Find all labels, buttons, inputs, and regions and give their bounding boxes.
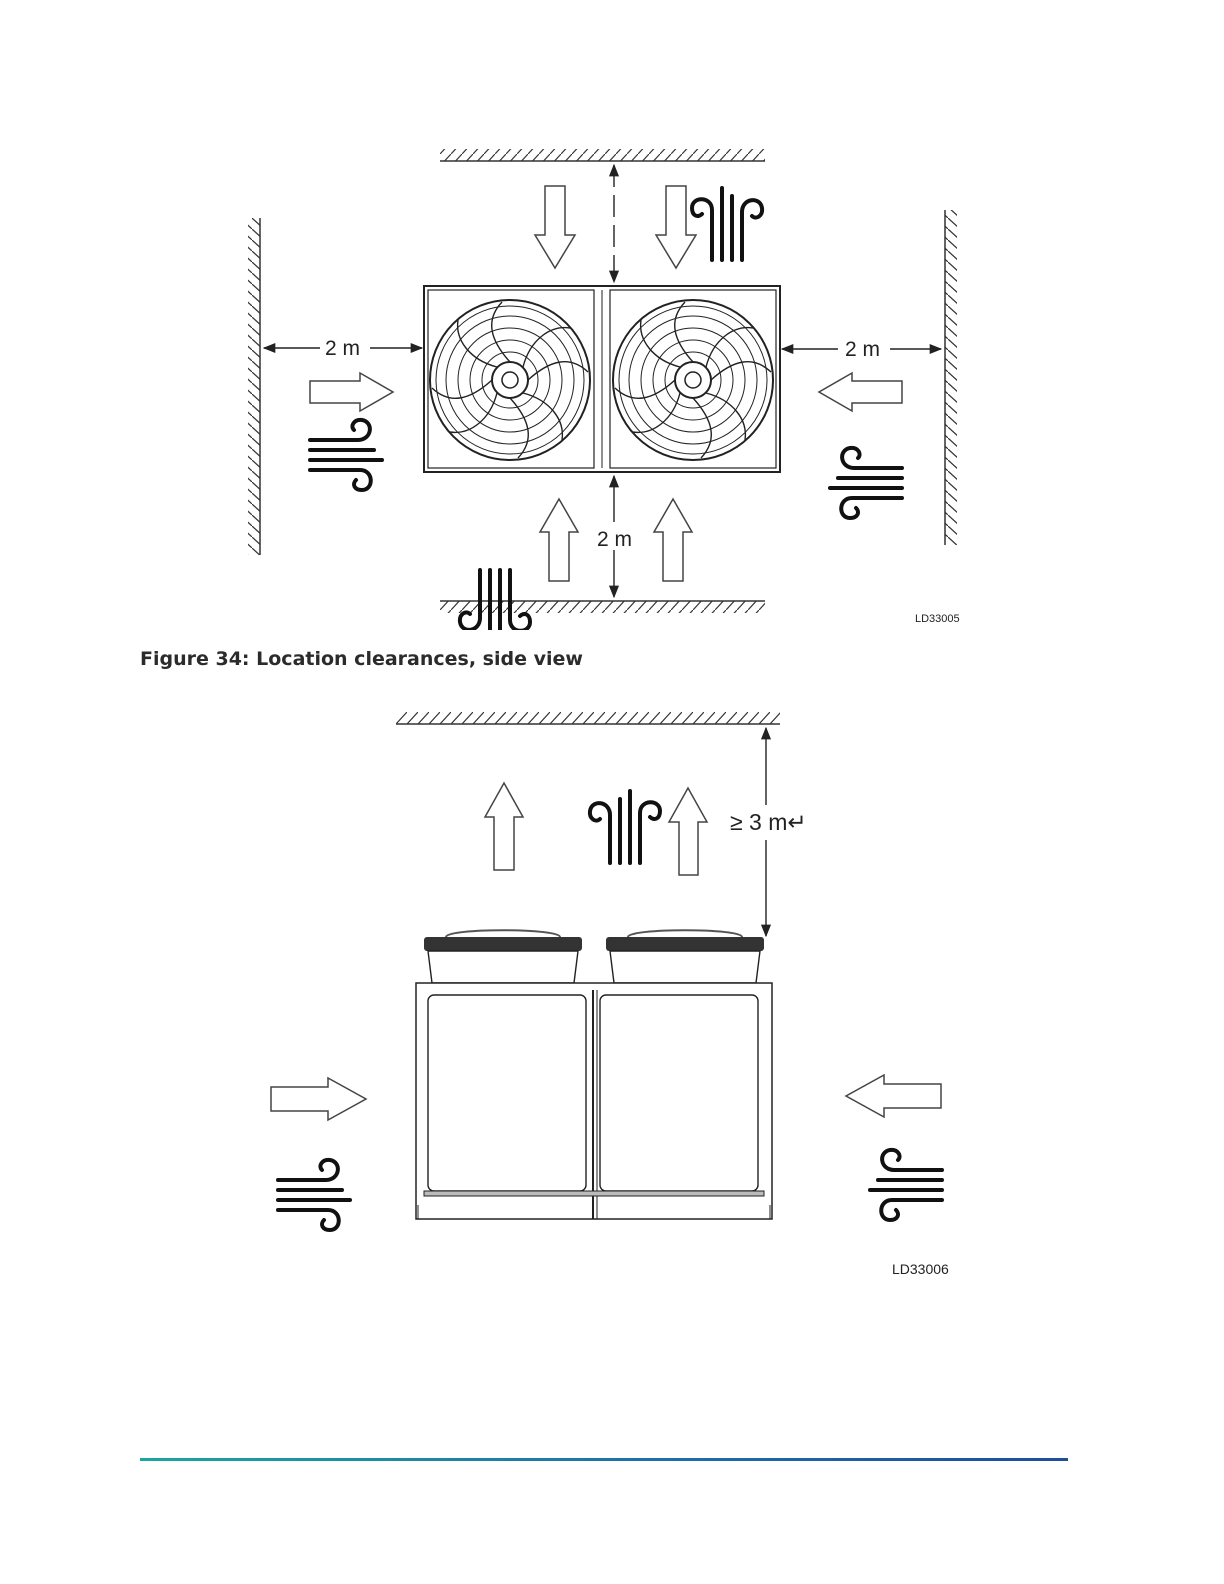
dim-bottom-label: 2 m (597, 528, 633, 551)
top-ref-code: LD33005 (915, 613, 960, 625)
airflow-left-arrow (846, 1075, 941, 1117)
wind-icon (692, 188, 762, 260)
airflow-right-arrow (310, 373, 393, 411)
airflow-down-arrow (656, 186, 696, 268)
airflow-up-arrow (485, 783, 523, 870)
wind-icon (590, 791, 660, 863)
wind-icon (310, 420, 382, 490)
left-wall (248, 218, 260, 555)
wind-icon (278, 1160, 350, 1230)
top-wall (440, 149, 765, 161)
wind-icon (460, 570, 530, 630)
airflow-down-arrow (535, 186, 575, 268)
airflow-up-arrow (540, 499, 578, 581)
condenser-unit-side (416, 930, 772, 1219)
right-wall (945, 210, 957, 545)
dim-top-label: ≥ 3 m↵ (730, 809, 807, 835)
airflow-left-arrow (819, 373, 902, 411)
airflow-right-arrow (271, 1078, 366, 1120)
footer-rule (140, 1458, 1068, 1461)
airflow-up-arrow (669, 788, 707, 875)
top-clearance-figure (0, 130, 1224, 630)
dim-left-label: 2 m (325, 337, 361, 360)
wind-icon (870, 1150, 942, 1220)
dim-right-label: 2 m (845, 338, 881, 361)
bottom-ref-code: LD33006 (892, 1261, 949, 1277)
condenser-unit-plan (424, 286, 780, 472)
airflow-up-arrow (654, 499, 692, 581)
figure-caption: Figure 34: Location clearances, side view (140, 648, 583, 670)
ceiling-wall (396, 712, 780, 724)
side-clearance-figure (0, 700, 1224, 1280)
wind-icon (830, 448, 902, 518)
